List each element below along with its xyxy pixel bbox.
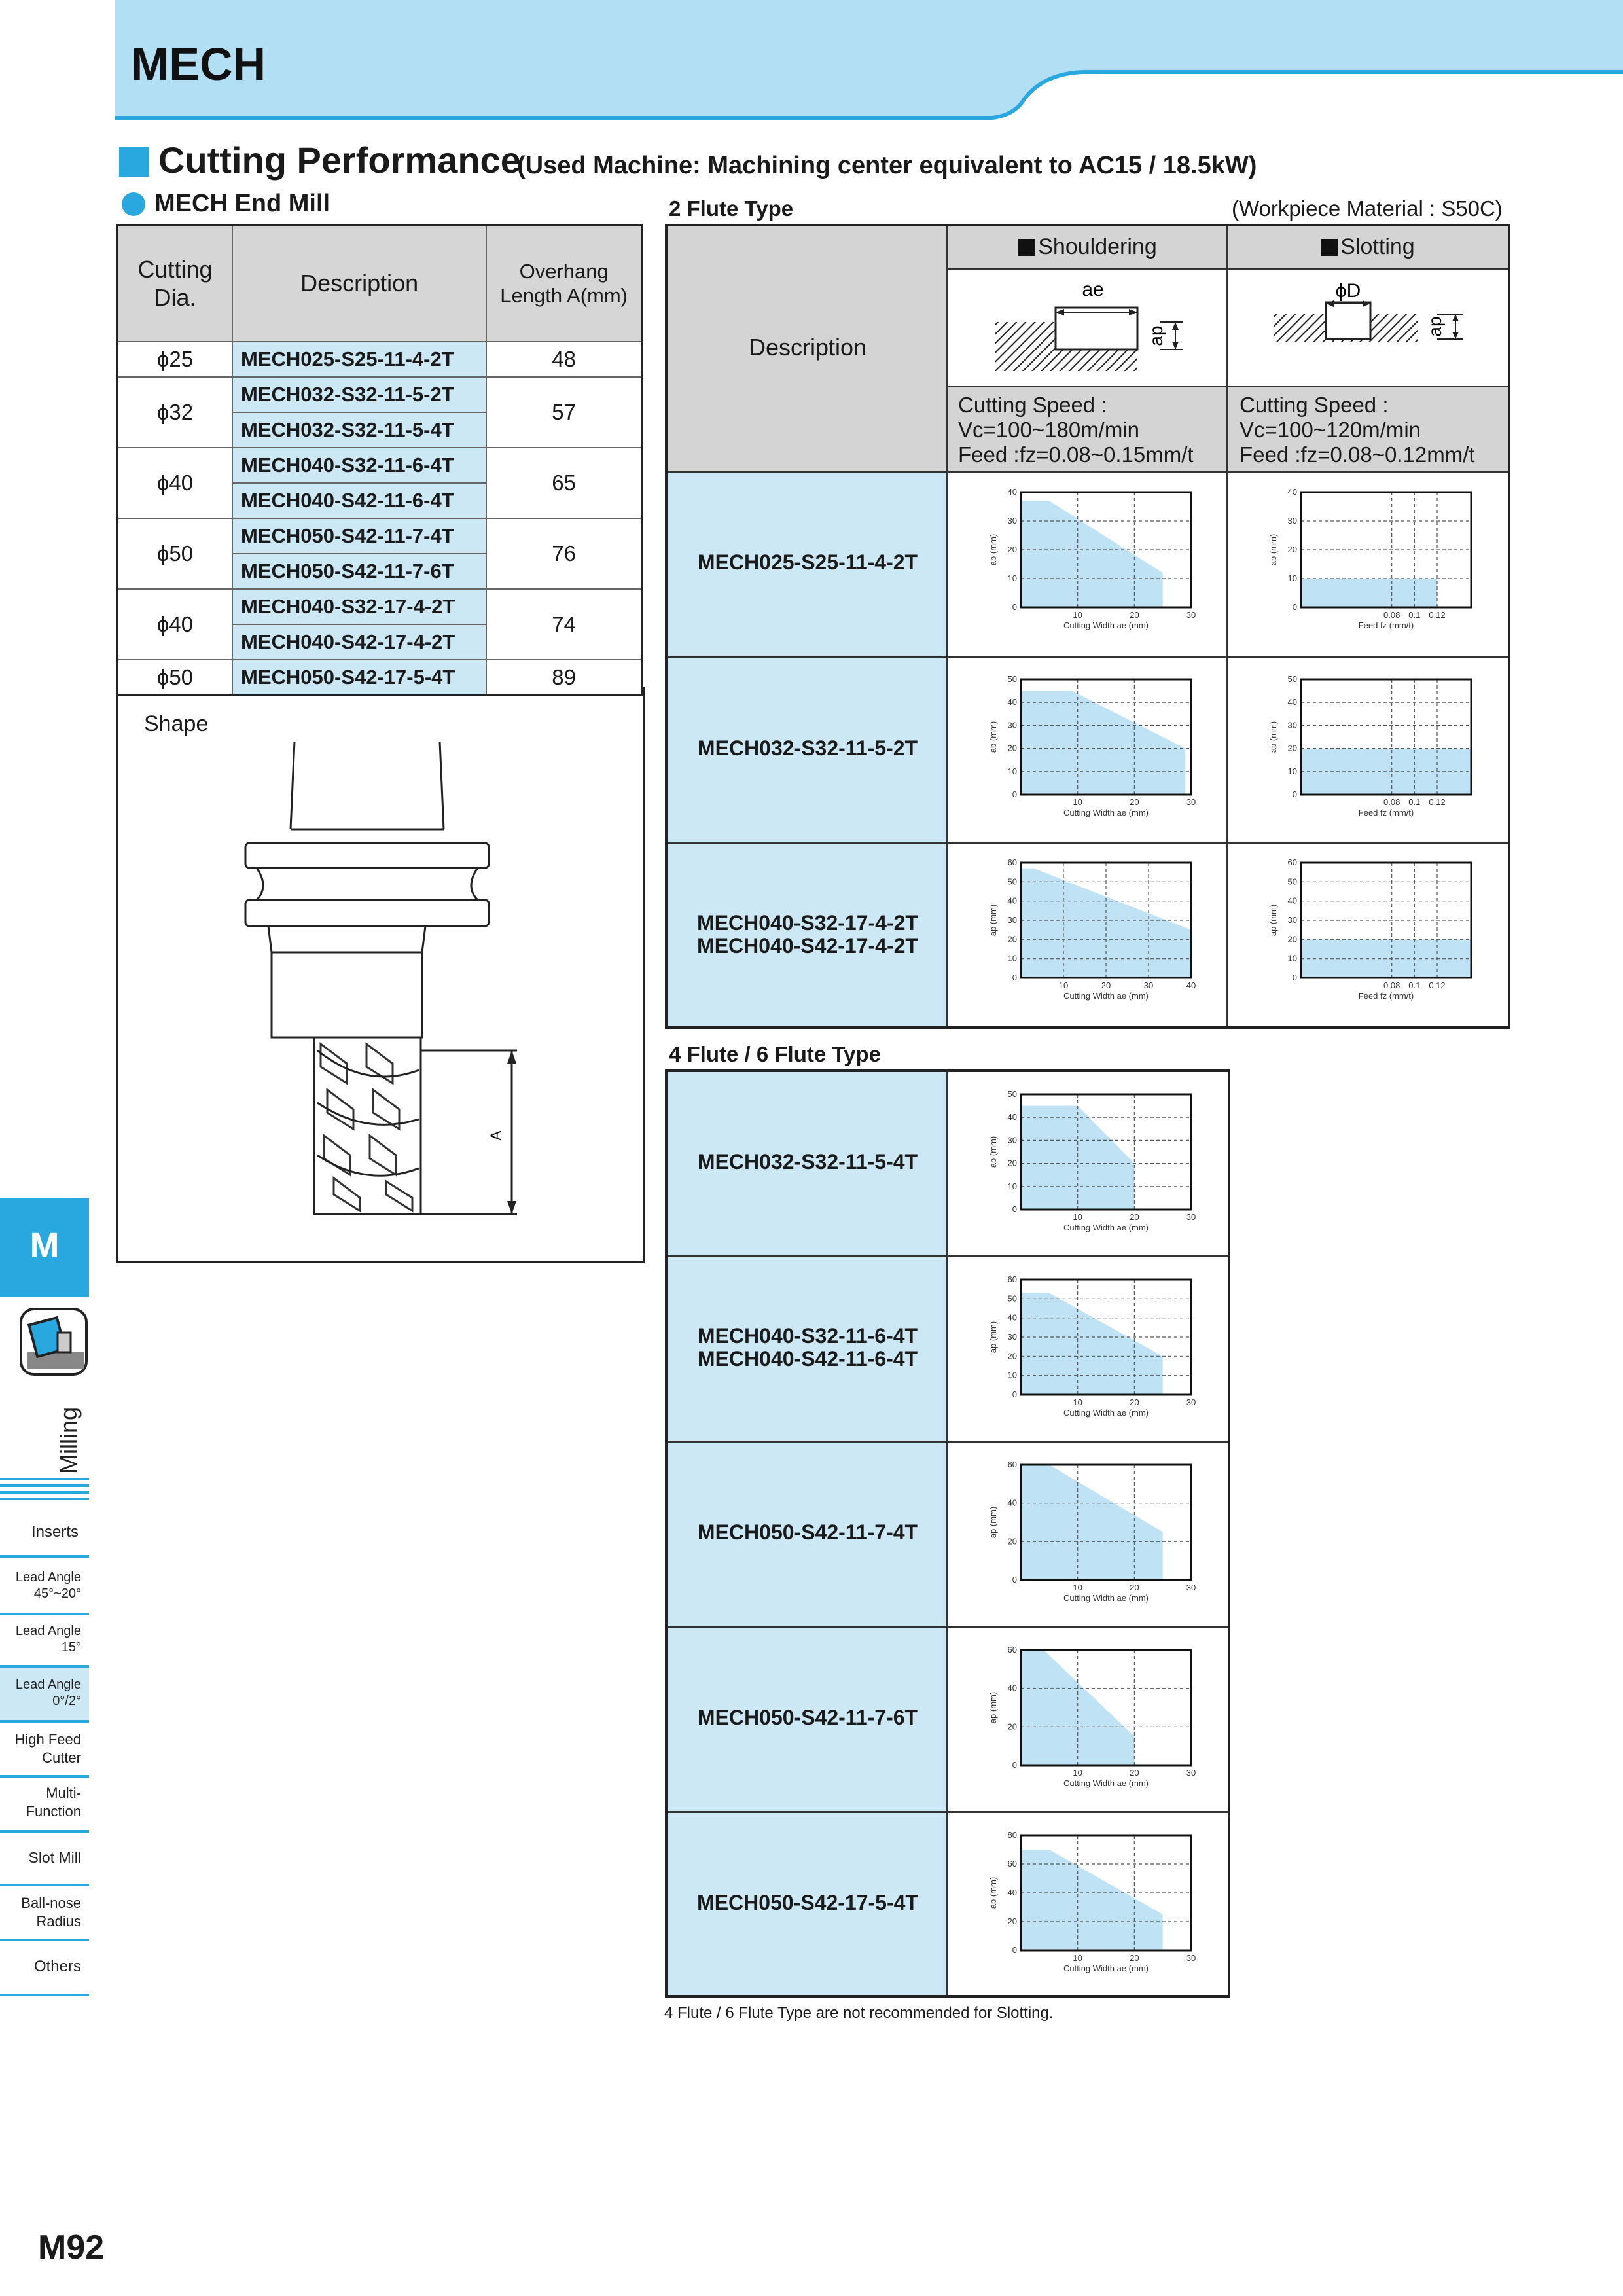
chart-x-tick-label: 30 bbox=[1186, 610, 1196, 620]
chart-x-tick-label: 20 bbox=[1130, 610, 1139, 620]
chart-y-tick-label: 20 bbox=[1007, 743, 1017, 753]
chart-x-axis-label: Cutting Width ae (mm) bbox=[1063, 1223, 1149, 1232]
table-row bbox=[118, 589, 642, 624]
chart-y-tick-label: 0 bbox=[1012, 602, 1017, 612]
section-subtitle: (Used Machine: Machining center equivalent to AC15 / 18.5kW) bbox=[517, 152, 1257, 179]
chart-x-tick-label: 0.1 bbox=[1408, 797, 1421, 807]
four-flute-title: 4 Flute / 6 Flute Type bbox=[669, 1042, 881, 1066]
chart-x-tick-label: 10 bbox=[1073, 1768, 1082, 1778]
chart-y-tick-label: 0 bbox=[1292, 602, 1297, 612]
chart-x-tick-label: 30 bbox=[1186, 1768, 1196, 1778]
chart-area bbox=[1301, 579, 1437, 607]
chart-y-axis-label: ap (mm) bbox=[988, 1876, 998, 1909]
chart-y-tick-label: 50 bbox=[1007, 1089, 1017, 1099]
chart-x-tick-label: 0.12 bbox=[1429, 980, 1446, 990]
slotting-conditions bbox=[1240, 393, 1475, 467]
slotting-square-icon bbox=[1321, 239, 1338, 256]
table-row bbox=[118, 342, 642, 377]
chart-y-tick-label: 30 bbox=[1007, 1332, 1017, 1342]
chart-y-tick-label: 30 bbox=[1007, 1135, 1017, 1145]
chart-y-tick-label: 30 bbox=[1287, 915, 1297, 925]
sidebar-item-slot-mill[interactable]: Slot Mill bbox=[28, 1849, 81, 1866]
chart-y-tick-label: 20 bbox=[1287, 743, 1297, 753]
chart-y-tick-label: 20 bbox=[1007, 1351, 1017, 1361]
chart-y-tick-label: 10 bbox=[1007, 766, 1017, 776]
chart-f4-r3 bbox=[955, 1457, 1224, 1621]
chart-y-tick-label: 0 bbox=[1012, 1760, 1017, 1770]
chart-y-tick-label: 40 bbox=[1007, 1112, 1017, 1122]
divider bbox=[668, 656, 1508, 658]
dia-cell: ϕ40 bbox=[118, 448, 233, 518]
chart-x-axis-label: Cutting Width ae (mm) bbox=[1063, 620, 1149, 630]
chart-x-tick-label: 30 bbox=[1143, 980, 1154, 990]
sidebar-divider bbox=[0, 1498, 89, 1500]
chart-y-tick-label: 40 bbox=[1287, 895, 1297, 906]
chart-x-tick-label: 20 bbox=[1130, 1953, 1139, 1963]
chart-y-tick-label: 0 bbox=[1012, 1945, 1017, 1955]
sidebar-divider bbox=[0, 1613, 89, 1615]
table-header-row bbox=[118, 225, 642, 342]
chart-f2-r2-slot bbox=[1236, 672, 1504, 835]
diagram-ae-label: ae bbox=[1082, 279, 1104, 300]
chart-f4-r5 bbox=[955, 1827, 1224, 1991]
col-header-overhang: Overhang Length A(mm) bbox=[486, 225, 641, 342]
chart-x-tick-label: 30 bbox=[1186, 797, 1196, 807]
chart-y-tick-label: 50 bbox=[1007, 1293, 1017, 1304]
chart-y-tick-label: 10 bbox=[1007, 573, 1017, 583]
sidebar-divider bbox=[0, 1478, 89, 1480]
sidebar-divider bbox=[0, 1775, 89, 1778]
chart-x-tick-label: 30 bbox=[1186, 1397, 1196, 1407]
row-model-label: MECH040-S32-17-4-2T MECH040-S42-17-4-2T bbox=[697, 911, 918, 958]
sidebar-item-others[interactable]: Others bbox=[33, 1958, 81, 1975]
chart-y-tick-label: 20 bbox=[1007, 545, 1017, 554]
chart-y-tick-label: 50 bbox=[1007, 876, 1017, 887]
overhang-cell: 65 bbox=[486, 448, 641, 518]
chart-x-tick-label: 10 bbox=[1058, 980, 1069, 990]
chart-y-tick-label: 10 bbox=[1007, 1181, 1017, 1191]
overhang-cell: 74 bbox=[486, 589, 641, 660]
sidebar-item-lead-angle-0[interactable]: Lead Angle 0°/2° bbox=[15, 1677, 81, 1708]
table-row bbox=[118, 518, 642, 554]
chart-x-tick-label: 10 bbox=[1073, 1212, 1082, 1222]
chart-x-axis-label: Cutting Width ae (mm) bbox=[1063, 808, 1149, 817]
chart-x-tick-label: 20 bbox=[1130, 797, 1139, 807]
sidebar-divider bbox=[0, 1884, 89, 1886]
row-model-label: MECH050-S42-17-5-4T bbox=[697, 1891, 918, 1914]
slotting-label: Slotting bbox=[1228, 234, 1508, 260]
chart-y-tick-label: 30 bbox=[1287, 516, 1297, 526]
chart-x-tick-label: 40 bbox=[1186, 980, 1196, 990]
section-marker-square bbox=[119, 147, 149, 177]
chart-y-tick-label: 0 bbox=[1012, 1575, 1017, 1585]
cutting-speed-label: Cutting Speed : bbox=[1240, 393, 1389, 417]
chart-y-tick-label: 20 bbox=[1007, 1158, 1017, 1168]
divider bbox=[668, 1811, 1228, 1813]
chart-y-axis-label: ap (mm) bbox=[988, 533, 998, 566]
cutting-speed-value: Vc=100~180m/min bbox=[958, 417, 1140, 442]
chart-y-tick-label: 30 bbox=[1007, 915, 1017, 925]
chart-x-axis-label: Feed fz (mm/t) bbox=[1358, 620, 1414, 630]
end-mill-title: MECH End Mill bbox=[154, 190, 330, 217]
chart-y-tick-label: 60 bbox=[1007, 857, 1017, 867]
chart-y-axis-label: ap (mm) bbox=[988, 1691, 998, 1724]
row-model-label: MECH050-S42-11-7-4T bbox=[697, 1520, 918, 1544]
chart-y-tick-label: 10 bbox=[1287, 573, 1297, 583]
chart-x-tick-label: 0.1 bbox=[1408, 980, 1421, 990]
chart-x-tick-label: 20 bbox=[1130, 1583, 1139, 1592]
two-flute-title: 2 Flute Type bbox=[669, 196, 794, 221]
sidebar-divider bbox=[0, 1939, 89, 1941]
sidebar-item-lead-angle-15[interactable]: Lead Angle 15° bbox=[15, 1624, 81, 1655]
col-header-desc: Description bbox=[232, 225, 486, 342]
model-cell: MECH040-S32-17-4-2T bbox=[232, 589, 486, 624]
diagram-d-label: ϕD bbox=[1335, 280, 1361, 302]
chart-y-tick-label: 60 bbox=[1007, 1859, 1017, 1869]
chart-y-tick-label: 40 bbox=[1287, 487, 1297, 497]
sidebar-item-high-feed[interactable]: High Feed Cutter bbox=[14, 1731, 81, 1766]
header-band bbox=[115, 0, 1623, 124]
chart-x-tick-label: 20 bbox=[1101, 980, 1111, 990]
chart-y-tick-label: 0 bbox=[1292, 789, 1297, 799]
chart-f2-r3-shoulder bbox=[955, 855, 1224, 1018]
sidebar-divider bbox=[0, 1555, 89, 1558]
dia-cell: ϕ50 bbox=[118, 518, 233, 589]
chart-x-axis-label: Cutting Width ae (mm) bbox=[1063, 991, 1149, 1001]
row-model-label: MECH032-S32-11-5-2T bbox=[697, 736, 918, 760]
chart-y-tick-label: 20 bbox=[1287, 934, 1297, 944]
overhang-cell: 57 bbox=[486, 377, 641, 448]
chart-y-tick-label: 20 bbox=[1007, 1536, 1017, 1547]
sidebar-divider bbox=[0, 1491, 89, 1494]
chart-area bbox=[1021, 1106, 1134, 1210]
chart-area bbox=[1021, 1850, 1163, 1950]
model-cell: MECH032-S32-11-5-2T bbox=[232, 377, 486, 412]
chart-y-tick-label: 30 bbox=[1007, 516, 1017, 526]
chart-y-axis-label: ap (mm) bbox=[988, 721, 998, 753]
chart-y-tick-label: 30 bbox=[1287, 720, 1297, 730]
chart-y-tick-label: 30 bbox=[1007, 720, 1017, 730]
chart-y-tick-label: 10 bbox=[1007, 1370, 1017, 1380]
chart-y-tick-label: 80 bbox=[1007, 1830, 1017, 1840]
model-cell: MECH040-S42-17-4-2T bbox=[232, 624, 486, 660]
cutting-speed-value: Vc=100~120m/min bbox=[1240, 417, 1421, 442]
divider bbox=[668, 842, 1508, 844]
chart-y-tick-label: 50 bbox=[1007, 674, 1017, 684]
chart-y-tick-label: 40 bbox=[1007, 487, 1017, 497]
model-cell: MECH032-S32-11-5-4T bbox=[232, 412, 486, 448]
chart-f2-r3-slot bbox=[1236, 855, 1504, 1018]
chart-y-tick-label: 40 bbox=[1287, 697, 1297, 708]
model-cell: MECH025-S25-11-4-2T bbox=[232, 342, 486, 377]
diagram-ap-label: ap bbox=[1146, 325, 1166, 346]
model-cell: MECH050-S42-11-7-6T bbox=[232, 554, 486, 589]
chart-area bbox=[1021, 1465, 1163, 1580]
divider bbox=[668, 1255, 1228, 1257]
chart-x-tick-label: 0.12 bbox=[1429, 610, 1446, 620]
chart-y-tick-label: 40 bbox=[1007, 697, 1017, 708]
chart-y-tick-label: 10 bbox=[1287, 953, 1297, 963]
feed-value: Feed :fz=0.08~0.15mm/t bbox=[958, 442, 1194, 467]
shouldering-square-icon bbox=[1018, 239, 1035, 256]
row-model-label: MECH032-S32-11-5-4T bbox=[697, 1150, 918, 1174]
table-row bbox=[118, 448, 642, 483]
chart-y-tick-label: 10 bbox=[1287, 766, 1297, 776]
dia-cell: ϕ32 bbox=[118, 377, 233, 448]
row-model-label: MECH050-S42-11-7-6T bbox=[697, 1706, 918, 1729]
chart-x-tick-label: 10 bbox=[1073, 1953, 1082, 1963]
chart-y-tick-label: 40 bbox=[1007, 1312, 1017, 1323]
shouldering-diagram bbox=[948, 270, 1228, 386]
chart-x-axis-label: Cutting Width ae (mm) bbox=[1063, 1964, 1149, 1973]
chart-y-tick-label: 20 bbox=[1007, 1721, 1017, 1732]
diagram-ap-label: ap bbox=[1425, 316, 1445, 337]
chart-y-tick-label: 40 bbox=[1007, 1683, 1017, 1693]
overhang-cell: 76 bbox=[486, 518, 641, 589]
chart-x-tick-label: 20 bbox=[1130, 1212, 1139, 1222]
model-cell: MECH040-S32-11-6-4T bbox=[232, 448, 486, 483]
workpiece-material: (Workpiece Material : S50C) bbox=[1232, 196, 1503, 221]
shouldering-label: Shouldering bbox=[948, 234, 1228, 260]
divider bbox=[668, 1626, 1228, 1628]
sidebar-divider bbox=[0, 1994, 89, 1996]
chart-y-axis-label: ap (mm) bbox=[988, 1506, 998, 1539]
desc-header-label: Description bbox=[748, 334, 867, 361]
chart-x-tick-label: 30 bbox=[1186, 1583, 1196, 1592]
chart-x-tick-label: 20 bbox=[1130, 1397, 1139, 1407]
chart-x-axis-label: Feed fz (mm/t) bbox=[1358, 808, 1414, 817]
page-number: M92 bbox=[38, 2229, 105, 2267]
sidebar-divider bbox=[0, 1484, 89, 1487]
chart-y-tick-label: 20 bbox=[1287, 545, 1297, 554]
chart-f2-r1-slot bbox=[1236, 484, 1504, 648]
chart-area bbox=[1021, 691, 1185, 795]
divider bbox=[668, 1441, 1228, 1443]
chart-x-axis-label: Cutting Width ae (mm) bbox=[1063, 1593, 1149, 1603]
table-row bbox=[118, 377, 642, 412]
sidebar-divider bbox=[0, 1720, 89, 1723]
sidebar-item-lead-angle-45[interactable]: Lead Angle 45°~20° bbox=[15, 1570, 81, 1601]
chart-x-tick-label: 0.08 bbox=[1383, 797, 1400, 807]
shape-label: Shape bbox=[144, 711, 209, 736]
section-letter: M bbox=[29, 1226, 60, 1265]
chart-y-axis-label: ap (mm) bbox=[988, 1321, 998, 1354]
chart-y-tick-label: 50 bbox=[1287, 674, 1297, 684]
feed-value: Feed :fz=0.08~0.12mm/t bbox=[1240, 442, 1475, 467]
chart-y-axis-label: ap (mm) bbox=[988, 904, 998, 937]
sidebar-item-inserts[interactable]: Inserts bbox=[31, 1523, 79, 1541]
chart-area bbox=[1021, 1293, 1163, 1395]
dia-cell: ϕ50 bbox=[118, 660, 233, 696]
sidebar-divider bbox=[0, 1830, 89, 1833]
chart-y-tick-label: 0 bbox=[1012, 1390, 1017, 1399]
footnote: 4 Flute / 6 Flute Type are not recommended for Slotting. bbox=[664, 2004, 1054, 2022]
chart-x-tick-label: 10 bbox=[1073, 1397, 1082, 1407]
shape-dim-label: A bbox=[488, 1130, 504, 1141]
chart-x-tick-label: 30 bbox=[1186, 1953, 1196, 1963]
sidebar-item-ball-nose[interactable]: Ball-nose Radius bbox=[21, 1895, 81, 1929]
dia-cell: ϕ25 bbox=[118, 342, 233, 377]
model-cell: MECH050-S42-11-7-4T bbox=[232, 518, 486, 554]
chart-y-tick-label: 0 bbox=[1012, 1204, 1017, 1214]
overhang-cell: 89 bbox=[486, 660, 641, 696]
chart-x-axis-label: Cutting Width ae (mm) bbox=[1063, 1778, 1149, 1788]
chart-y-tick-label: 60 bbox=[1007, 1460, 1017, 1469]
chart-y-tick-label: 40 bbox=[1007, 1498, 1017, 1508]
chart-f4-r2 bbox=[955, 1272, 1224, 1435]
model-cell: MECH050-S42-17-5-4T bbox=[232, 660, 486, 696]
chart-y-tick-label: 20 bbox=[1007, 934, 1017, 944]
chart-x-tick-label: 0.08 bbox=[1383, 610, 1400, 620]
end-mill-table bbox=[116, 224, 643, 696]
chart-y-tick-label: 60 bbox=[1287, 857, 1297, 867]
model-cell: MECH040-S42-11-6-4T bbox=[232, 483, 486, 518]
chart-x-tick-label: 0.1 bbox=[1408, 610, 1421, 620]
divider bbox=[948, 386, 1508, 387]
chart-y-tick-label: 60 bbox=[1007, 1274, 1017, 1284]
chart-y-tick-label: 60 bbox=[1007, 1645, 1017, 1655]
end-mill-bullet bbox=[122, 192, 145, 216]
page-title: MECH bbox=[131, 39, 266, 90]
chart-f2-r1-shoulder bbox=[955, 484, 1224, 648]
chart-f4-r1 bbox=[955, 1086, 1224, 1250]
chart-x-tick-label: 30 bbox=[1186, 1212, 1196, 1222]
chart-x-axis-label: Feed fz (mm/t) bbox=[1358, 991, 1414, 1001]
dia-cell: ϕ40 bbox=[118, 589, 233, 660]
cutting-speed-label: Cutting Speed : bbox=[958, 393, 1107, 417]
chart-y-axis-label: ap (mm) bbox=[988, 1136, 998, 1168]
end-mill-drawing bbox=[236, 736, 537, 1227]
divider bbox=[668, 471, 1508, 473]
chart-area bbox=[1021, 501, 1163, 607]
chart-y-tick-label: 0 bbox=[1012, 789, 1017, 799]
chart-y-tick-label: 50 bbox=[1287, 876, 1297, 887]
chart-y-tick-label: 0 bbox=[1012, 973, 1017, 982]
chart-x-tick-label: 0.08 bbox=[1383, 980, 1400, 990]
chart-y-tick-label: 0 bbox=[1292, 973, 1297, 982]
chart-f4-r4 bbox=[955, 1642, 1224, 1806]
chart-y-axis-label: ap (mm) bbox=[1268, 721, 1278, 753]
category-label: Milling bbox=[55, 1407, 82, 1475]
chart-y-axis-label: ap (mm) bbox=[1268, 904, 1278, 937]
chart-x-tick-label: 0.12 bbox=[1429, 797, 1446, 807]
chart-y-tick-label: 40 bbox=[1007, 1888, 1017, 1897]
shouldering-conditions bbox=[958, 393, 1194, 467]
chart-y-tick-label: 20 bbox=[1007, 1916, 1017, 1926]
row-model-label: MECH040-S32-11-6-4T MECH040-S42-11-6-4T bbox=[697, 1324, 918, 1371]
chart-x-tick-label: 10 bbox=[1073, 610, 1082, 620]
chart-x-axis-label: Cutting Width ae (mm) bbox=[1063, 1408, 1149, 1418]
row-model-label: MECH025-S25-11-4-2T bbox=[697, 550, 918, 574]
chart-area bbox=[1021, 1650, 1134, 1765]
chart-y-tick-label: 40 bbox=[1007, 895, 1017, 906]
chart-f2-r2-shoulder bbox=[955, 672, 1224, 835]
col-header-dia: Cutting Dia. bbox=[118, 225, 233, 342]
slotting-diagram bbox=[1228, 270, 1508, 386]
section-title: Cutting Performance bbox=[158, 139, 521, 181]
chart-y-tick-label: 10 bbox=[1007, 953, 1017, 963]
chart-x-tick-label: 20 bbox=[1130, 1768, 1139, 1778]
overhang-cell: 48 bbox=[486, 342, 641, 377]
chart-x-tick-label: 10 bbox=[1073, 797, 1082, 807]
sidebar-item-multi-function[interactable]: Multi-Function bbox=[26, 1785, 81, 1820]
chart-x-tick-label: 10 bbox=[1073, 1583, 1082, 1592]
chart-y-axis-label: ap (mm) bbox=[1268, 533, 1278, 566]
milling-icon bbox=[18, 1306, 90, 1378]
